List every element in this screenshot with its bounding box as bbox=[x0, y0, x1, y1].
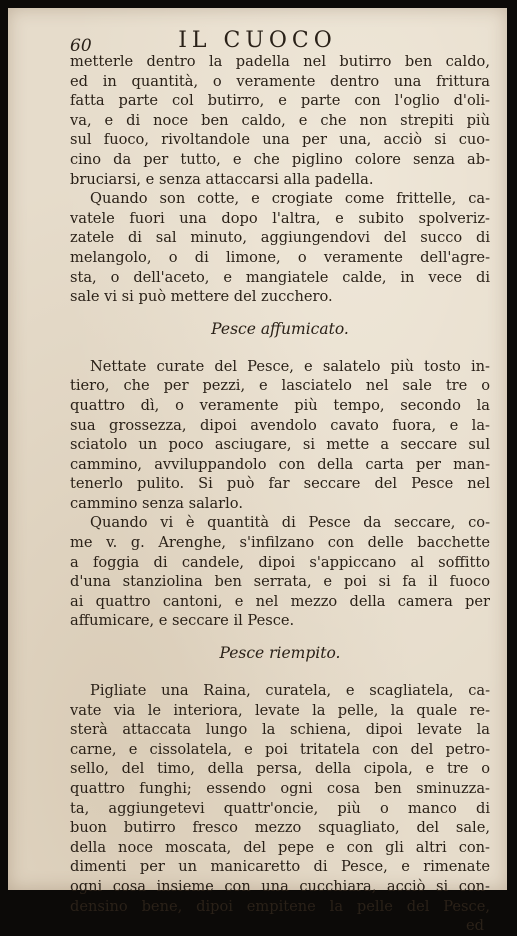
text-line: affumicare, e seccare il Pesce. bbox=[70, 612, 295, 630]
paragraph-pigliate bbox=[70, 681, 490, 916]
text-line: d'una stanziolina ben serrata, e poi si fa il fuoco bbox=[70, 573, 490, 591]
text-line: quattro dì, o veramente più tempo, secondo la bbox=[70, 396, 490, 414]
text-line: sua grossezza, dipoi avendolo cavato fuora, e la- bbox=[70, 416, 490, 434]
text-line: fatta parte col butirro, e parte con l'oglio d'oli- bbox=[70, 92, 490, 110]
text-line: sta, o dell'aceto, e mangiatele calde, in vece di bbox=[70, 268, 490, 286]
text-line: me v. g. Arenghe, s'infilzano con delle bacchette bbox=[70, 534, 490, 552]
text-line: bruciarsi, e senza attaccarsi alla padella. bbox=[70, 170, 374, 188]
text-line: Quando vi è quantità di Pesce da seccare, co- bbox=[90, 514, 490, 532]
text-line: Quando son cotte, e crogiate come frittelle, ca- bbox=[90, 190, 490, 208]
text-line: Nettate curate del Pesce, e salatelo più tosto in- bbox=[90, 357, 490, 375]
text-line: melangolo, o di limone, o veramente dell'agre- bbox=[70, 248, 490, 266]
text-line: a foggia di candele, dipoi s'appiccano al soffitto bbox=[70, 553, 490, 571]
text-line: zatele di sal minuto, aggiungendovi del succo di bbox=[70, 229, 490, 247]
text-line: sello, del timo, della persa, della cipola, e tre o bbox=[70, 760, 490, 778]
text-line: cammino, avviluppandolo con della carta per man- bbox=[70, 455, 490, 473]
text-line: tenerlo pulito. Si può far seccare del Pesce nel bbox=[70, 475, 490, 493]
text-line: ta, aggiungetevi quattr'oncie, più o manco di bbox=[70, 799, 490, 817]
text-line: ai quattro cantoni, e nel mezzo della camera per bbox=[70, 592, 490, 610]
section-title-pesce-riempito: Pesce riempito. bbox=[219, 644, 341, 663]
book-page bbox=[8, 8, 507, 935]
paragraph-nettate bbox=[70, 357, 490, 514]
section-title-pesce-affumicato: Pesce affumicato. bbox=[211, 319, 349, 338]
text-line: dimenti per un manicaretto di Pesce, e rimenate bbox=[70, 858, 490, 876]
text-line: della noce moscata, del pepe e con gli altri con- bbox=[70, 838, 490, 856]
body-text bbox=[70, 52, 490, 936]
text-line: sterà attaccata lungo la schiena, dipoi levate la bbox=[70, 721, 490, 739]
text-line: Pigliate una Raina, curatela, e scagliatela, ca- bbox=[90, 682, 490, 700]
paragraph-quando-son-cotte bbox=[70, 189, 490, 307]
text-line: sciatolo un poco asciugare, si mette a seccare sul bbox=[70, 436, 490, 454]
text-line: ogni cosa insieme con una cucchiara, acciò si con- bbox=[70, 877, 490, 895]
running-head: IL CUOCO bbox=[178, 28, 337, 53]
text-line: densino bene, dipoi empitene la pelle del Pesce, bbox=[70, 897, 490, 915]
text-line: vate via le interiora, levate la pelle, la quale re- bbox=[70, 701, 490, 719]
text-line: quattro funghi; essendo ogni cosa ben sminuzza- bbox=[70, 780, 490, 797]
paragraph-continued bbox=[70, 52, 490, 189]
text-line: va, e di noce ben caldo, e che non strepiti più bbox=[70, 111, 490, 129]
text-line: carne, e cissolatela, e poi tritatela con del petro- bbox=[70, 740, 490, 758]
text-line: sale vi si può mettere del zucchero. bbox=[70, 288, 333, 306]
page-number: 60 bbox=[70, 36, 92, 56]
text-line: cammino senza salarlo. bbox=[70, 494, 243, 512]
catchword: ed bbox=[466, 917, 484, 935]
text-line: sul fuoco, rivoltandole una per una, acciò si cuo- bbox=[70, 131, 490, 149]
text-line: metterle dentro la padella nel butirro ben caldo, bbox=[70, 53, 490, 70]
text-line: vatele fuori una dopo l'altra, e subito spolveriz- bbox=[70, 209, 490, 227]
text-line: cino da per tutto, e che piglino colore senza ab- bbox=[70, 150, 490, 168]
text-line: buon butirro fresco mezzo squagliato, del sale, bbox=[70, 819, 490, 837]
text-line: ed in quantità, o veramente dentro una frittura bbox=[70, 72, 490, 90]
paragraph-quando-vi-e bbox=[70, 513, 490, 631]
text-line: tiero, che per pezzi, e lasciatelo nel sale tre o bbox=[70, 377, 490, 395]
